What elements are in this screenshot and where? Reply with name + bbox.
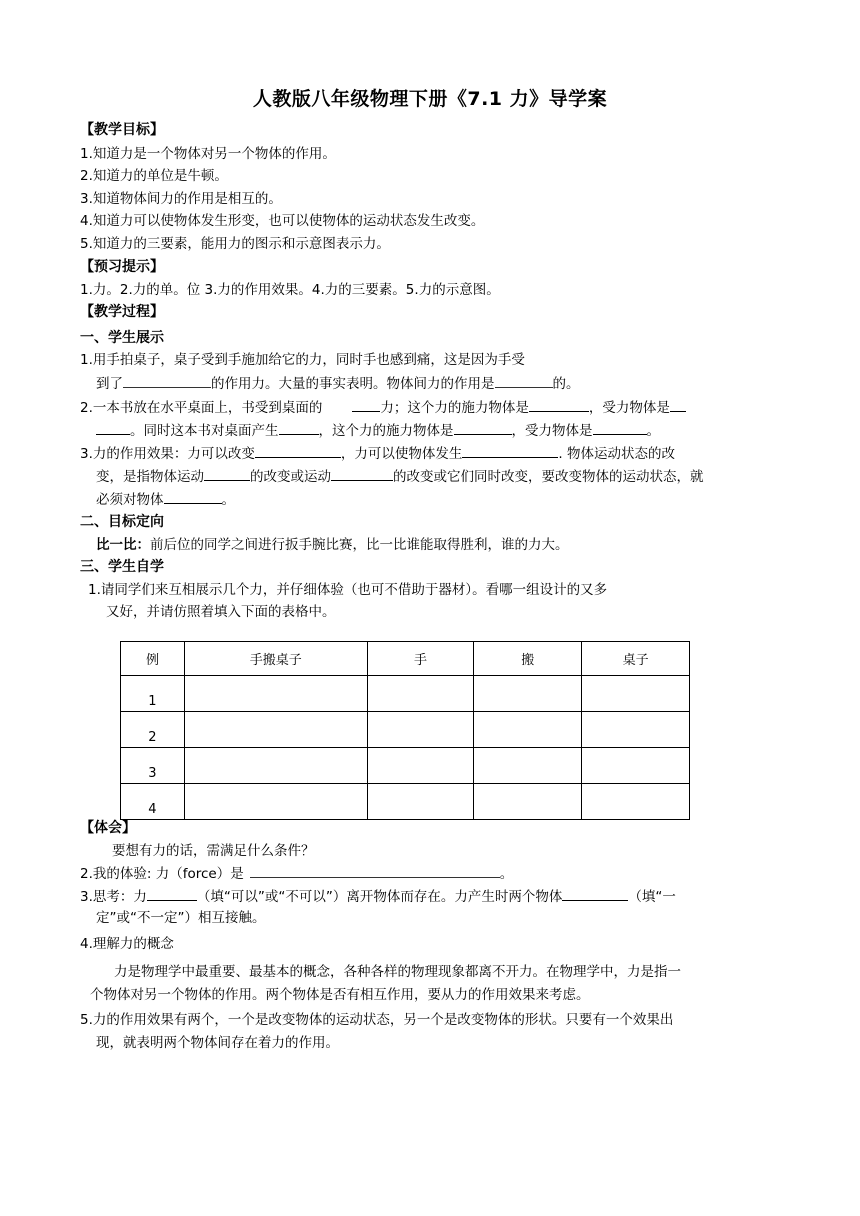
answer-blank[interactable]: [164, 489, 222, 504]
table-header-cell: 搬: [474, 642, 582, 676]
self-study-line-2: 又好，并请仿照着填入下面的表格中。: [106, 604, 336, 620]
table-cell[interactable]: [474, 676, 582, 712]
force-examples-table: [120, 641, 690, 820]
self-study-line-1: 1.请同学们来互相展示几个力，并仔细体验（也可不借助于器材）。看哪一组设计的又多: [88, 582, 608, 598]
table-header-cell: 手: [367, 642, 474, 676]
q3-think-a: 3.思考：力: [80, 889, 147, 905]
page-title: 人教版八年级物理下册《7.1 力》导学案: [252, 88, 608, 110]
answer-blank[interactable]: [96, 420, 130, 435]
q3-think-b: （填“可以”或“不可以”）离开物体而存在。力产生时两个物体: [196, 889, 563, 905]
q3-text-f: 的改变或它们同时改变，要改变物体的运动状态，就: [393, 469, 704, 485]
table-cell[interactable]: [474, 784, 582, 820]
row-number: 1: [121, 676, 185, 712]
compare-line: [96, 535, 569, 555]
table-row: [121, 784, 690, 820]
question-3-line-2: [96, 466, 704, 487]
question-1-line-2: [96, 373, 580, 394]
answer-blank[interactable]: [593, 420, 647, 435]
table-cell[interactable]: [367, 676, 474, 712]
question-1-line-1: 1.用手拍桌子，桌子受到手施加给它的力，同时手也感到痛，这是因为手受: [80, 352, 525, 368]
table-cell[interactable]: [582, 712, 690, 748]
concept-text-line-1: 力是物理学中最重要、最基本的概念，各种各样的物理现象都离不开力。在物理学中，力是指一: [114, 964, 681, 980]
compare-text: 前后位的同学之间进行扳手腕比赛，比一比谁能取得胜利，谁的力大。: [150, 537, 569, 553]
preview-text: 1.力。2.力的单。位 3.力的作用效果。4.力的三要素。5.力的示意图。: [80, 282, 500, 298]
table-cell[interactable]: [184, 676, 367, 712]
row-number: 2: [121, 712, 185, 748]
q3-text-c: . 物体运动状态的改: [558, 446, 675, 462]
q3-text-a: 3.力的作用效果：力可以改变: [80, 446, 255, 462]
part1-heading: 一、学生展示: [80, 330, 164, 346]
table-row: [121, 676, 690, 712]
table-cell[interactable]: [367, 748, 474, 784]
q1-text-c: 的。: [552, 376, 580, 392]
answer-blank[interactable]: [204, 466, 250, 481]
objectives-heading: 【教学目标】: [80, 122, 164, 138]
answer-blank[interactable]: [670, 397, 686, 412]
answer-blank[interactable]: [454, 420, 512, 435]
table-cell[interactable]: [367, 712, 474, 748]
answer-blank[interactable]: [255, 443, 341, 458]
process-heading: 【教学过程】: [80, 304, 164, 320]
table-cell[interactable]: [582, 748, 690, 784]
table-cell[interactable]: [184, 748, 367, 784]
table-cell[interactable]: [474, 748, 582, 784]
q2-text-f: ，受力物体是: [511, 423, 593, 439]
preview-heading: 【预习提示】: [80, 259, 164, 275]
compare-label: 比一比：: [96, 537, 150, 553]
answer-blank[interactable]: [462, 443, 558, 458]
objective-item: 4.知道力可以使物体发生形变，也可以使物体的运动状态发生改变。: [80, 213, 485, 229]
table-cell[interactable]: [474, 712, 582, 748]
table-cell[interactable]: [582, 784, 690, 820]
table-header-cell: 例: [121, 642, 185, 676]
answer-blank[interactable]: [250, 863, 500, 878]
question-3-line-1: [80, 443, 675, 464]
q3-text-d: 变，是指物体运动: [96, 469, 204, 485]
question-2-line-1: [80, 397, 686, 418]
answer-blank[interactable]: [352, 397, 380, 412]
table-row: [121, 712, 690, 748]
q2-text-e: ，这个力的施力物体是: [318, 423, 454, 439]
question-3-line-3: [96, 489, 235, 510]
answer-blank[interactable]: [123, 373, 211, 388]
answer-blank[interactable]: [279, 420, 319, 435]
q2-exp-b: 。: [499, 866, 514, 882]
answer-blank[interactable]: [495, 373, 553, 388]
objective-item: 2.知道力的单位是牛顿。: [80, 168, 228, 184]
part2-heading: 二、目标定向: [80, 514, 164, 530]
q3-text-h: 。: [221, 492, 235, 508]
reflection-heading: 【体会】: [80, 820, 136, 836]
table-cell[interactable]: [184, 712, 367, 748]
q1-text-b: 的作用力。大量的事实表明。物体间力的作用是: [211, 376, 495, 392]
reflection-q5-line-2: 现，就表明两个物体间存在着力的作用。: [96, 1035, 339, 1051]
reflection-q4: 4.理解力的概念: [80, 936, 174, 952]
row-number: 3: [121, 748, 185, 784]
objective-item: 3.知道物体间力的作用是相互的。: [80, 191, 282, 207]
q2-text-d: 。同时这本书对桌面产生: [130, 423, 279, 439]
reflection-q5-line-1: 5.力的作用效果有两个，一个是改变物体的运动状态，另一个是改变物体的形状。只要有一个效果出: [80, 1012, 674, 1028]
table-header-cell: 手搬桌子: [184, 642, 367, 676]
reflection-q2: [80, 863, 513, 884]
q2-text-c: ，受力物体是: [588, 400, 670, 416]
answer-blank[interactable]: [331, 466, 393, 481]
row-number: 4: [121, 784, 185, 820]
q2-exp-a: 2.我的体验: 力（force）是: [80, 866, 244, 882]
table-cell[interactable]: [184, 784, 367, 820]
q1-text-a: 到了: [96, 376, 123, 392]
q3-text-b: ，力可以使物体发生: [340, 446, 463, 462]
objective-item: 5.知道力的三要素，能用力的图示和示意图表示力。: [80, 236, 390, 252]
q3-text-e: 的改变或运动: [250, 469, 331, 485]
q2-text-b: 力；这个力的施力物体是: [380, 400, 529, 416]
answer-blank[interactable]: [562, 886, 628, 901]
part3-heading: 三、学生自学: [80, 559, 164, 575]
q2-text-g: 。: [646, 423, 660, 439]
q3-text-g: 必须对物体: [96, 492, 164, 508]
table-cell[interactable]: [582, 676, 690, 712]
reflection-q3-line-1: [80, 886, 676, 907]
table-header-cell: 桌子: [582, 642, 690, 676]
answer-blank[interactable]: [529, 397, 589, 412]
table-cell[interactable]: [367, 784, 474, 820]
q3-think-c: （填“一: [628, 889, 676, 905]
answer-blank[interactable]: [147, 886, 197, 901]
q2-text-a: 2.一本书放在水平桌面上，书受到桌面的: [80, 400, 323, 416]
table-header-row: [121, 642, 690, 676]
concept-text-line-2: 个物体对另一个物体的作用。两个物体是否有相互作用，要从力的作用效果来考虑。: [90, 987, 590, 1003]
reflection-q1: 要想有力的话，需满足什么条件？: [112, 843, 315, 859]
table-row: [121, 748, 690, 784]
objective-item: 1.知道力是一个物体对另一个物体的作用。: [80, 146, 336, 162]
reflection-q3-line-2: 定”或“不一定”）相互接触。: [96, 910, 266, 926]
question-2-line-2: [96, 420, 660, 441]
